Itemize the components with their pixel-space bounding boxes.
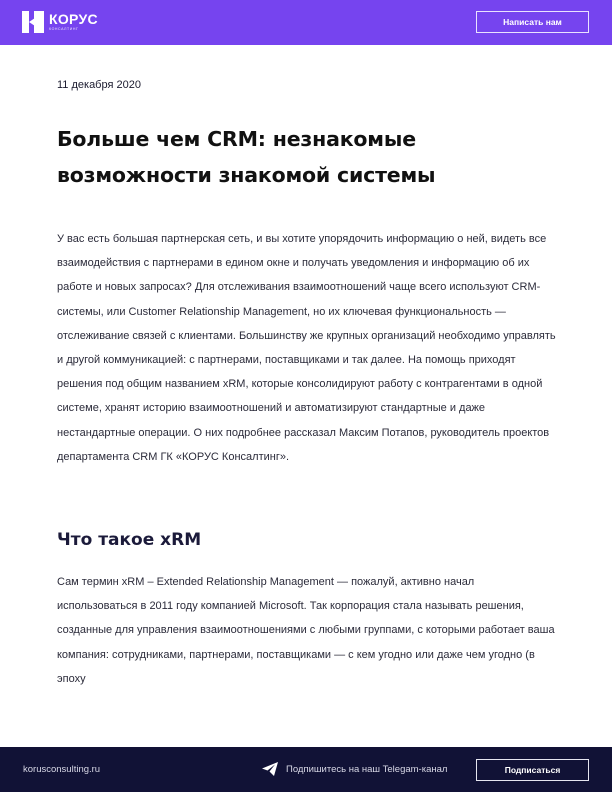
logo-subtitle: КОНСАЛТИНГ bbox=[49, 27, 79, 31]
korus-logo-icon bbox=[22, 11, 44, 33]
korus-logo[interactable] bbox=[22, 11, 98, 33]
site-link[interactable]: korusconsulting.ru bbox=[23, 764, 101, 775]
top-header bbox=[0, 0, 612, 45]
article-title: Больше чем CRM: незнакомые возможности знакомой системы bbox=[57, 127, 436, 187]
telegram-paper-plane-icon[interactable] bbox=[262, 762, 278, 776]
telegram-subscribe-text[interactable]: Подпишитесь на наш Telegam-канал bbox=[286, 764, 448, 775]
contact-us-button[interactable]: Написать нам bbox=[476, 11, 589, 33]
section-paragraph: Сам термин xRM – Extended Relationship Management — пожалуй, активно начал использоваться в 2011 году компанией Microsoft. Так корпорация стала называть решения, созданные для управления взаимоотношениями с любыми группами, с которыми работает ваша компания: сотрудниками, партнерами, поставщиками — с кем угодно или даже чем угодно (в эпоху bbox=[57, 576, 555, 685]
logo-name: КОРУС bbox=[49, 11, 98, 27]
article-date: 11 декабря 2020 bbox=[57, 79, 141, 91]
article-intro-paragraph: У вас есть большая партнерская сеть, и вы хотите упорядочить информацию о ней, видеть все взаимодействия с партнерами в едином окне и получать уведомления и информацию об их работе и новых запросах? Для отслеживания взаимоотношений чаще всего используют CRM-системы, или Customer Relationship Management, но их ключевая функциональность — отслеживание связей с клиентами. Большинству же крупных организаций необходимо управлять и другой коммуникацией: с партнерами, поставщиками и так далее. На помощь приходят решения под общим названием xRM, которые консолидируют работу с контрагентами в одной системе, хранят историю взаимоотношений и автоматизируют стандартные и даже нестандартные операции. О них подробнее рассказал Максим Потапов, руководитель проектов департамента CRM ГК «КОРУС Консалтинг». bbox=[57, 233, 556, 463]
section-heading: Что такое xRM bbox=[57, 530, 202, 550]
subscribe-button[interactable]: Подписаться bbox=[476, 759, 589, 781]
